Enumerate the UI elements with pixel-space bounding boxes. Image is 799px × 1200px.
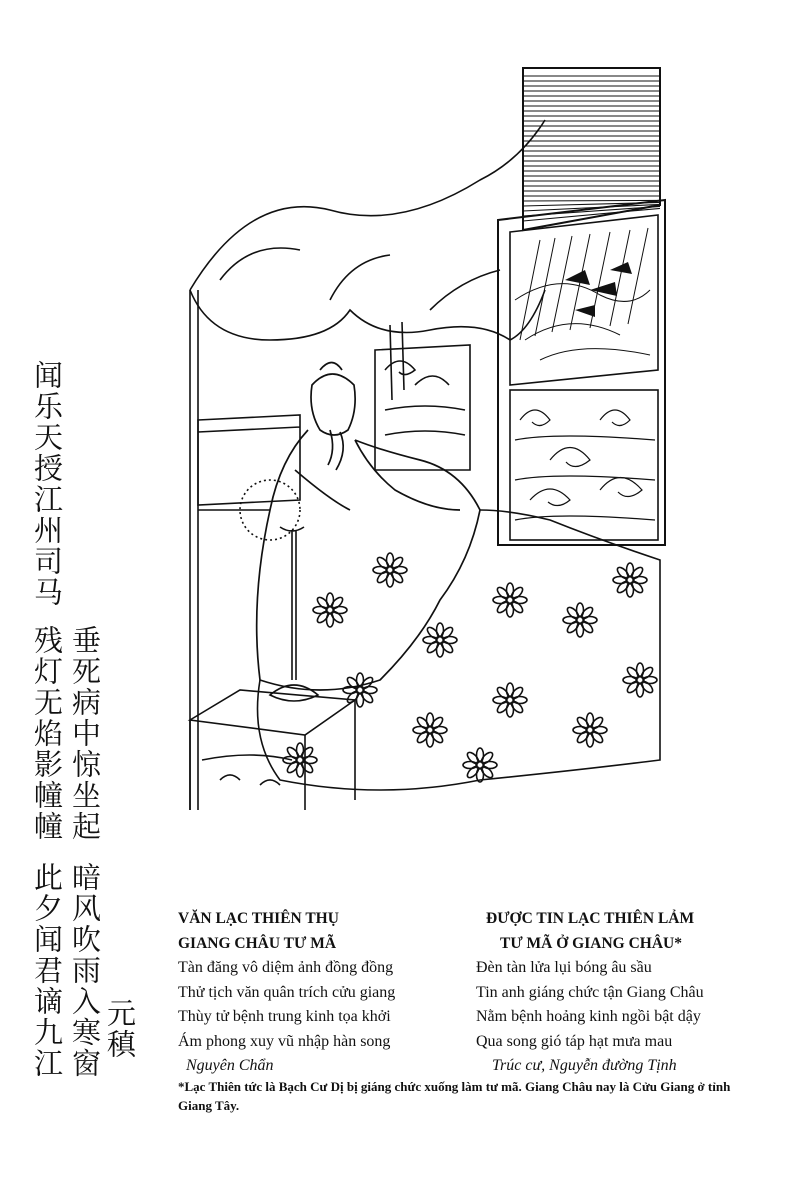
poem-right-title-1: ĐƯỢC TIN LẠC THIÊN LẢM: [486, 910, 695, 927]
blanket-flower: [623, 663, 657, 697]
chinese-line-2: 垂死病中惊坐起: [68, 625, 102, 842]
poem-right-author: Trúc cư, Nguyễn đường Tịnh: [492, 1057, 677, 1074]
oil-lamp: [240, 480, 318, 701]
chinese-author: 元稹: [103, 998, 137, 1060]
poem-right-line: Nằm bệnh hoảng kinh ngồi bật dậy: [476, 1008, 701, 1025]
poem-left-author: Nguyên Chẩn: [186, 1057, 274, 1074]
poem-left-line: Thử tịch văn quân trích cửu giang: [178, 983, 396, 1001]
blanket-flower: [613, 563, 647, 597]
scholar-figure: [257, 363, 480, 691]
blanket-flower: [463, 748, 497, 782]
blanket-flower: [373, 553, 407, 587]
blanket-flower: [573, 713, 607, 747]
blanket-flower: [343, 673, 377, 707]
blanket-flower: [313, 593, 347, 627]
poem-right: [476, 907, 704, 1079]
poem-left-title-2: GIANG CHÂU TƯ MÃ: [178, 934, 337, 952]
poem-left-line: Thùy tử bệnh trung kinh tọa khởi: [178, 1008, 391, 1025]
blanket-flower: [423, 623, 457, 657]
poem-right-line: Qua song gió táp hạt mưa mau: [476, 1032, 673, 1050]
floral-blanket: [258, 510, 661, 790]
poem-left-line: Tàn đăng vô diệm ảnh đồng đồng: [178, 959, 394, 976]
chinese-title-column: 闻乐天授江州司马: [30, 360, 64, 608]
blanket-flower: [493, 683, 527, 717]
wave-panel: [515, 410, 655, 520]
side-table: [190, 690, 355, 810]
poem-right-line: Đèn tàn lửa lụi bóng âu sầu: [476, 959, 652, 976]
chinese-line-4: 此夕闻君谪九江: [30, 862, 64, 1079]
poem-left: [178, 907, 395, 1079]
curtain: [190, 120, 545, 400]
rain-foliage: [515, 228, 650, 360]
poem-right-line: Tin anh giáng chức tận Giang Châu: [476, 983, 704, 1001]
bamboo-blind: [523, 68, 660, 230]
blanket-flower: [283, 743, 317, 777]
poem-left-title-1: VĂN LẠC THIÊN THỤ: [178, 910, 339, 927]
blanket-flower: [413, 713, 447, 747]
blanket-flower: [493, 583, 527, 617]
footnote: *Lạc Thiên tức là Bạch Cư Dị bị giáng chức xuống làm tư mã. Giang Châu nay là Cửu Giang ở tỉnh Giang Tây.: [178, 1079, 731, 1113]
chinese-line-1: 残灯无焰影幢幢: [30, 625, 64, 842]
chinese-line-3: 暗风吹雨入寒窗: [68, 862, 102, 1079]
blanket-flower: [563, 603, 597, 637]
poem-right-title-2: TƯ MÃ Ở GIANG CHÂU*: [500, 934, 682, 952]
scholar-illustration: [180, 40, 680, 810]
poem-left-line: Ám phong xuy vũ nhập hàn song: [178, 1032, 391, 1050]
